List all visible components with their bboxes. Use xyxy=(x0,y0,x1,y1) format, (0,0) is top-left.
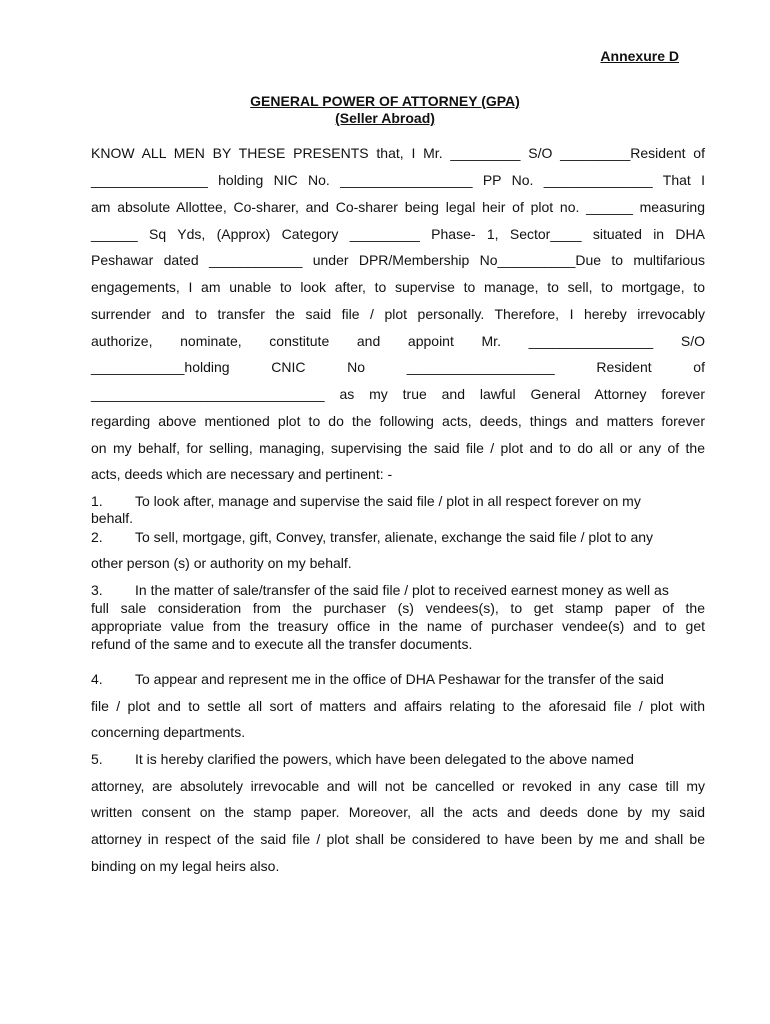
list-item-4 xyxy=(91,671,705,688)
body-line: ______________________________ as my true and lawful General Attorney forever xyxy=(91,386,705,402)
item-text: It is hereby clarified the powers, which have been delegated to the above named xyxy=(135,751,634,767)
item-text-line: concerning departments. xyxy=(91,724,246,740)
title-line-2: (Seller Abroad) xyxy=(335,110,435,126)
item-text-line: full sale consideration from the purchaser (s) vendees(s), to get stamp paper of the xyxy=(91,600,705,616)
item-text-line: file / plot and to settle all sort of matters and affairs relating to the aforesaid file / plot with xyxy=(91,698,705,714)
item-text: To appear and represent me in the office of DHA Peshawar for the transfer of the said xyxy=(135,671,664,687)
body-line: ____________holding CNIC No ___________________ Resident of xyxy=(91,359,705,375)
body-line: am absolute Allottee, Co-sharer, and Co-sharer being legal heir of plot no. ______ measuring xyxy=(91,199,705,215)
annexure-label: Annexure D xyxy=(600,48,679,64)
item-text-line: attorney in respect of the said file / plot shall be considered to have been by me and shall be xyxy=(91,831,705,847)
list-item-2 xyxy=(91,529,705,546)
item-number: 4. xyxy=(91,671,103,687)
body-line: ______ Sq Yds, (Approx) Category _________ Phase- 1, Sector____ situated in DHA xyxy=(91,226,705,242)
item-text-line: behalf. xyxy=(91,510,134,526)
body-line: KNOW ALL MEN BY THESE PRESENTS that, I Mr. _________ S/O _________Resident of xyxy=(91,145,705,161)
title-line-1: GENERAL POWER OF ATTORNEY (GPA) xyxy=(250,93,520,109)
item-number: 1. xyxy=(91,493,103,509)
body-line: _______________ holding NIC No. _________________ PP No. ______________ That I xyxy=(91,172,705,188)
item-text-line: other person (s) or authority on my behalf. xyxy=(91,555,352,571)
body-line: acts, deeds which are necessary and pertinent: - xyxy=(91,466,393,482)
item-number: 2. xyxy=(91,529,103,545)
body-line: regarding above mentioned plot to do the following acts, deeds, things and matters forever xyxy=(91,413,705,429)
body-line: Peshawar dated ____________ under DPR/Membership No__________Due to multifarious xyxy=(91,252,705,268)
item-text-line: refund of the same and to execute all the transfer documents. xyxy=(91,636,473,652)
item-text: In the matter of sale/transfer of the said file / plot to received earnest money as well as xyxy=(135,582,669,598)
document-title xyxy=(0,93,770,127)
list-item-5 xyxy=(91,751,705,768)
body-line: surrender and to transfer the said file / plot personally. Therefore, I hereby irrevocably xyxy=(91,306,705,322)
body-line: authorize, nominate, constitute and appoint Mr. ________________ S/O xyxy=(91,333,705,349)
item-text: To look after, manage and supervise the said file / plot in all respect forever on my xyxy=(135,493,641,509)
item-text-line: appropriate value from the treasury office in the name of purchaser vendee(s) and to get xyxy=(91,618,705,634)
body-line: on my behalf, for selling, managing, supervising the said file / plot and to do all or any of the xyxy=(91,440,705,456)
item-text-line: written consent on the stamp paper. Moreover, all the acts and deeds done by my said xyxy=(91,804,705,820)
list-item-3 xyxy=(91,582,705,599)
item-text-line: attorney, are absolutely irrevocable and will not be cancelled or revoked in any case till my xyxy=(91,778,705,794)
item-number: 5. xyxy=(91,751,103,767)
item-text: To sell, mortgage, gift, Convey, transfer, alienate, exchange the said file / plot to any xyxy=(135,529,654,545)
item-number: 3. xyxy=(91,582,103,598)
list-item-1 xyxy=(91,493,705,510)
body-line: engagements, I am unable to look after, to supervise to manage, to sell, to mortgage, to xyxy=(91,279,705,295)
item-text-line: binding on my legal heirs also. xyxy=(91,858,280,874)
